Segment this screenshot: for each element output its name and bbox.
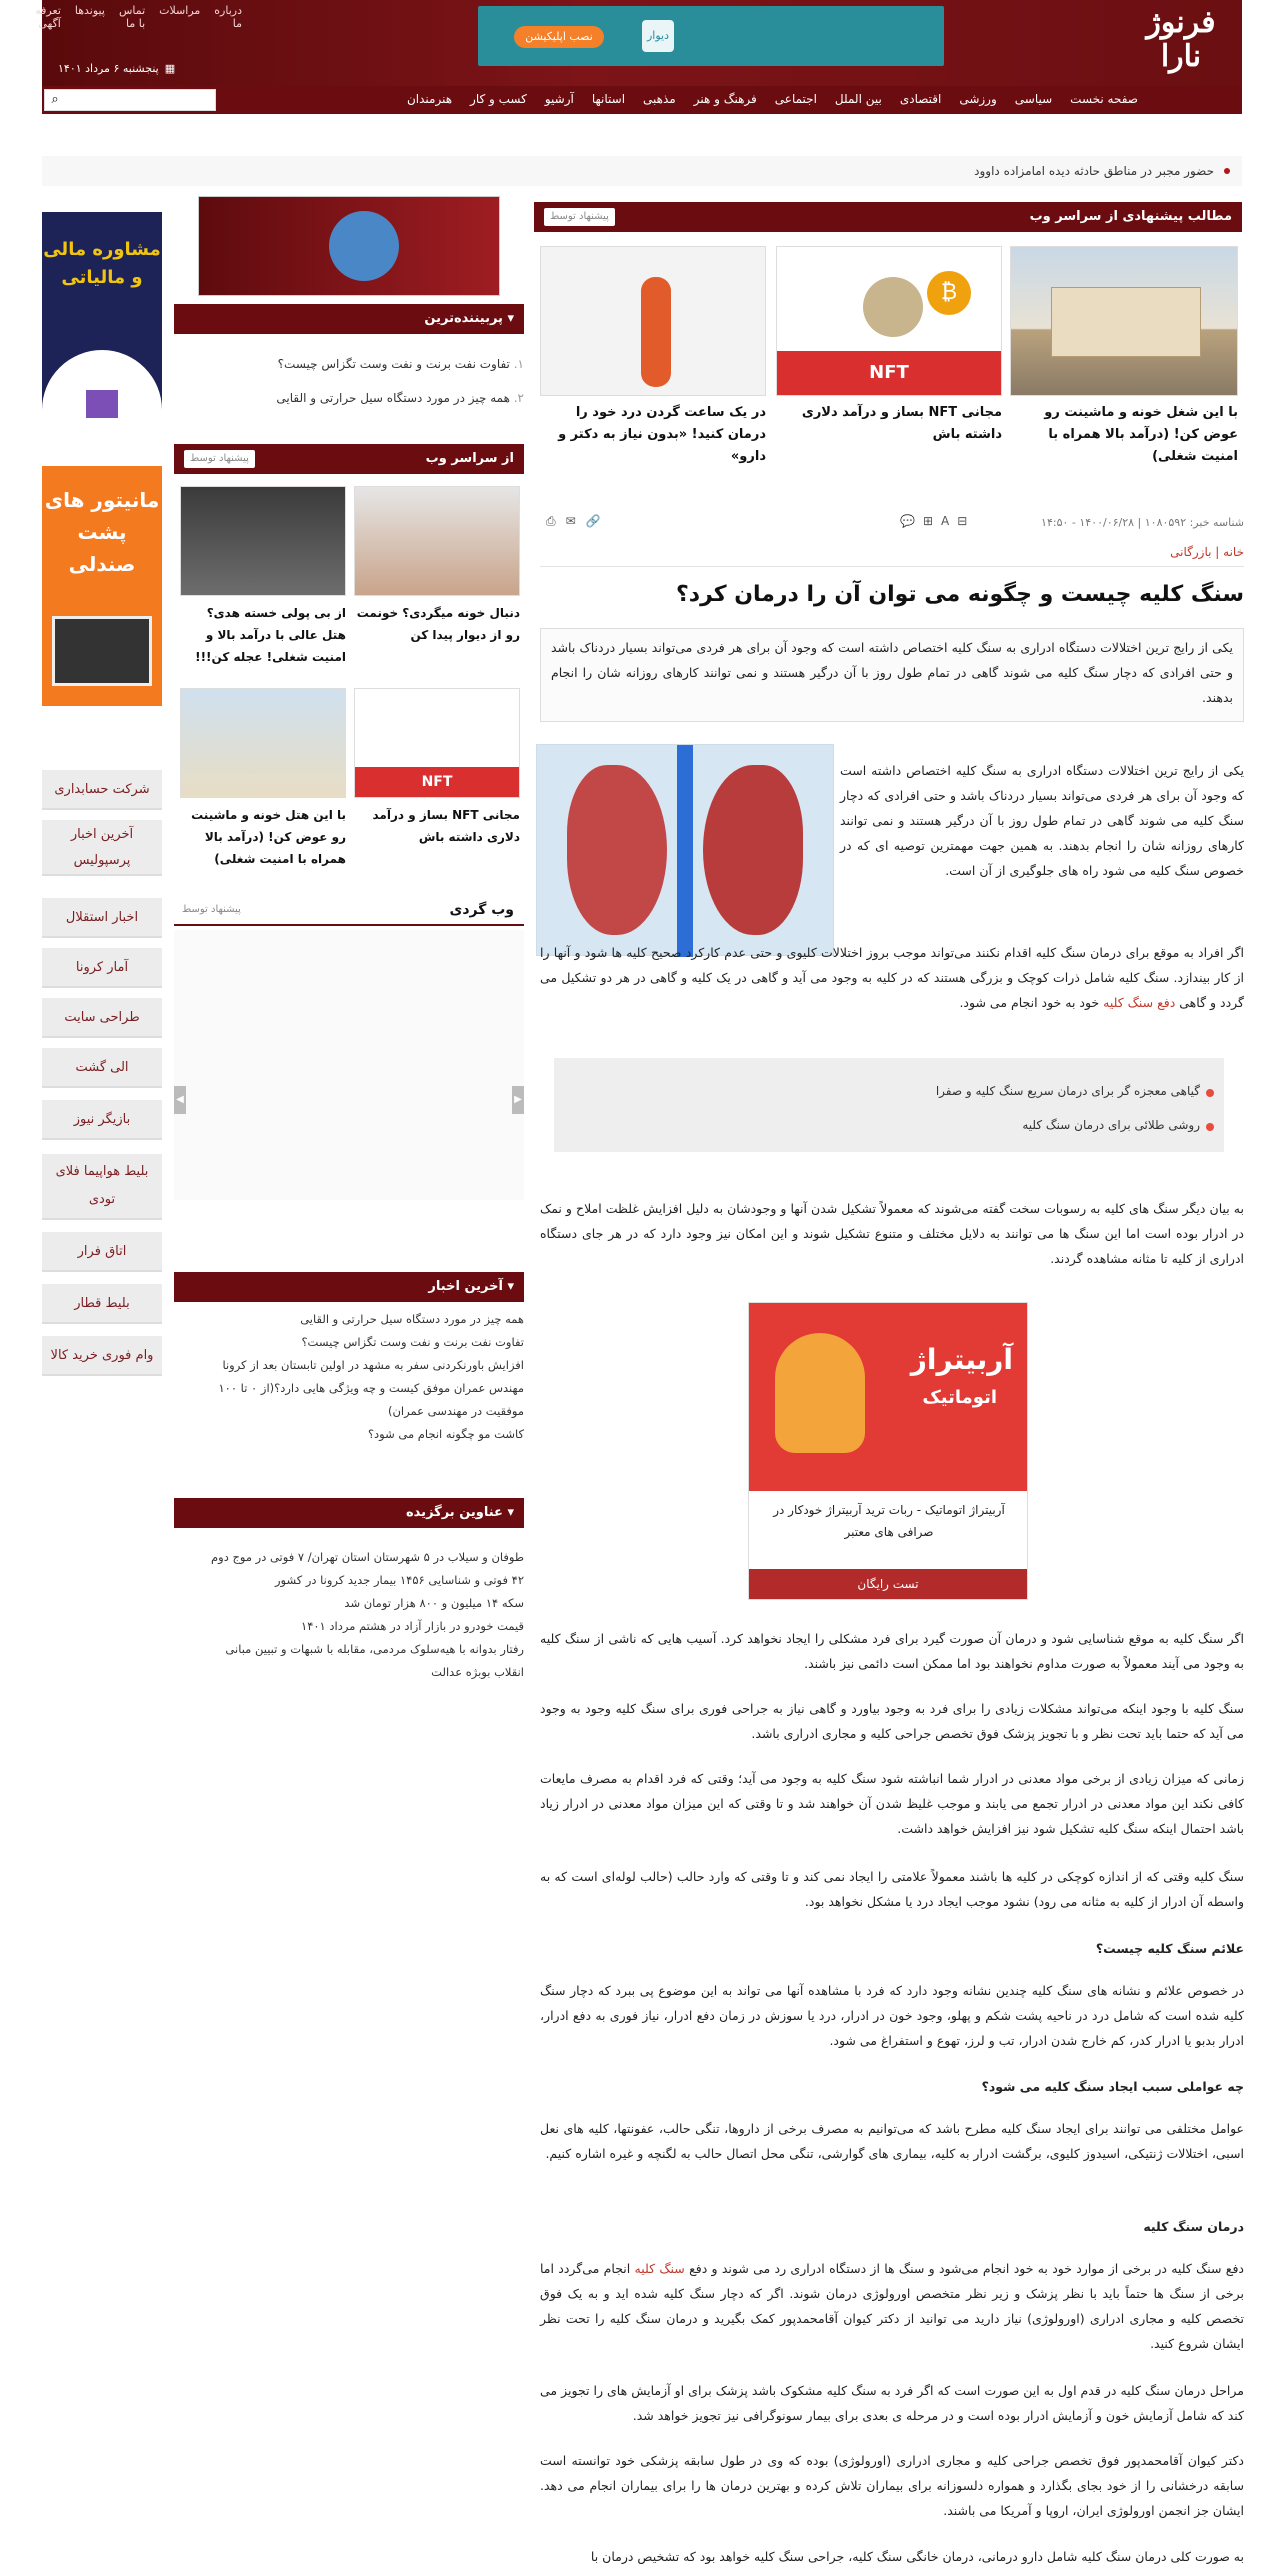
link-icon[interactable]: 🔗 — [585, 514, 601, 528]
divider — [540, 566, 1244, 567]
nav-home[interactable]: صفحه نخست — [1070, 92, 1138, 106]
suggested-card-text-1[interactable]: با این شغل خونه و ماشینت رو عوض کن! (درآمد بالا همراه با امنیت شغلی) — [1044, 405, 1238, 464]
arbitrage-ad-image — [749, 1303, 1027, 1491]
latest-news-item[interactable]: تفاوت نفت برنت و نفت وست تگزاس چیست؟ — [301, 1335, 524, 1349]
article-heading-symptoms: علائم سنگ کلیه چیست؟ — [1095, 1941, 1244, 1956]
top-headline-item[interactable]: سکه ۱۴ میلیون و ۸۰۰ هزار تومان شد — [344, 1596, 524, 1610]
web-title: از سراسر وب — [425, 451, 514, 466]
top-headline-item[interactable]: رفتار بدوانه با هیه‌سلوک مردمی، مقابله با شبهات و تبیین مبانی انقلاب بوبژه عدالت — [225, 1642, 524, 1679]
kidney-stone-link-2[interactable]: سنگ کلیه — [634, 2261, 685, 2276]
article-paragraph-13: به صورت کلی درمان سنگ کلیه شامل دارو درمانی، درمان خانگی سنگ کلیه، جراحی سنگ کلیه خواهد بود که تشخیص درمان با — [590, 2549, 1244, 2564]
webgardi-title: وب گردی — [449, 902, 514, 918]
left-link-persepolis[interactable]: آخرین اخبار پرسپولیس — [42, 820, 162, 876]
ticker-text[interactable]: حضور مجبر در مناطق حادثه دیده امامزاده داوود — [974, 164, 1214, 178]
vein-shape — [677, 745, 693, 957]
nav-culture[interactable]: فرهنگ و هنر — [693, 92, 757, 106]
article-heading-causes: چه عواملی سبب ایجاد سنگ کلیه می شود؟ — [981, 2079, 1244, 2094]
left-link-web-design[interactable]: طراحی سایت — [42, 998, 162, 1038]
arbitrage-ad[interactable] — [748, 1302, 1028, 1600]
web-header — [174, 444, 524, 474]
dropdown-icon: ▾ — [502, 311, 514, 326]
related-links — [554, 1058, 1224, 1152]
latest-news-list — [194, 1308, 524, 1446]
main-nav — [42, 86, 1242, 114]
web-card-image-1[interactable] — [354, 486, 520, 596]
top-link-letters[interactable]: مراسلات — [159, 4, 201, 17]
nft-banner-shape: NFT — [777, 351, 1001, 395]
kidney-shape — [703, 765, 803, 935]
nav-economy[interactable]: اقتصادی — [899, 92, 942, 106]
article-paragraph-4: اگر سنگ کلیه به موقع شناسایی شود و درمان آن صورت گیرد برای فرد مشکلی را ایجاد نخواهد کرد. آسیب هایی که ناشی از سنگ کلیه به وجود می آیند معمولاً به صورت مداوم نخواهند بود اما ممکن است دائمی نیز باشند. — [540, 1631, 1244, 1671]
article-paragraph-1: یکی از رایج ترین اختلالات دستگاه ادراری به سنگ کلیه اختصاص داشته است که وجود آن برای هر فردی می‌تواند بسیار دردناک باشد و حتی افرادی که دچار سنگ کلیه می شوند گاهی در تمام طول روز با آن درگیر هستند و نمی توانند کارهای روزانه شان را انجام بدهند. به همین جهت مهمترین توصیه ای که در خصوص سنگ کلیه می شود راه های جلوگیری از آن است. — [840, 763, 1244, 878]
slider-right-arrow-icon[interactable]: ▶ — [512, 1086, 524, 1114]
font-normal-icon[interactable]: A — [941, 514, 950, 528]
top-headlines-header — [174, 1498, 524, 1528]
web-card-text-4[interactable]: با این هتل خونه و ماشینت رو عوض کن! (درآمد بالا همراه با امنیت شغلی) — [191, 808, 346, 866]
latest-news-title: آخرین اخبار — [428, 1279, 503, 1294]
site-header — [35, 0, 1242, 86]
article-title: سنگ کلیه چیست و چگونه می توان آن را درمان کرد؟ — [676, 582, 1244, 607]
most-viewed-title: پربیننده‌ترین — [424, 311, 503, 326]
article-heading-treatment: درمان سنگ کلیه — [1143, 2219, 1244, 2234]
article-meta: شناسه خبر: ۱۰۸۰۵۹۲ | ۱۴۰۰/۰۶/۲۸ - ۱۴:۵۰ — [1041, 516, 1244, 529]
suggested-header — [534, 202, 1242, 232]
ad-caption[interactable]: آربیتراژ اتوماتیک - ربات ترید آربیتراژ خودکار در صرافی های معتبر — [773, 1503, 1005, 1539]
left-link-loan[interactable]: وام فوری خرید کالا — [42, 1336, 162, 1376]
top-link-contact[interactable]: تماس با ما — [118, 4, 146, 30]
dropdown-icon: ▾ — [502, 1505, 514, 1520]
suggested-card-text-2[interactable]: مجانی NFT بساز و درآمد دلاری داشته باش — [801, 405, 1002, 442]
latest-news-item[interactable]: همه چیز در مورد دستگاه سیل حرارتی و القایی — [300, 1312, 524, 1326]
ticker-bullet-icon — [1224, 168, 1230, 174]
comments-icon[interactable]: 💬 — [900, 514, 915, 528]
latest-news-item[interactable]: کاشت مو چگونه انجام می شود؟ — [367, 1427, 524, 1441]
suggested-card-image-3[interactable] — [540, 246, 766, 396]
web-by: پیشنهاد توسط — [184, 450, 255, 468]
article-paragraph-8: در خصوص علائم و نشانه های سنگ کلیه چندین نشانه وجود دارد که فرد با مشاهده آنها می تواند به این موضوع پی ببرد که دچار سنگ کلیه شده است که شامل درد در ناحیه پشت شکم و پهلو، وجود خون در ادرار، درد یا سوزش در زمان دفع ادرار، نیاز فوری به دفع ادرار، ادرار بدبو یا ادرار کدر، کم خارج شدن ادرار، تب و لرز، تهوع و استفراغ می شود. — [540, 1983, 1244, 2048]
date-text: پنجشنبه ۶ مرداد ۱۴۰۱ — [58, 62, 159, 75]
most-viewed-item-2[interactable]: ۲. همه چیز در مورد دستگاه سیل حرارتی و القایی — [276, 391, 524, 405]
webgardi-header — [174, 898, 524, 926]
article-paragraph-9: عوامل مختلفی می توانند برای ایجاد سنگ کلیه مطرح باشد که می‌توانیم به مصرف برخی از داروها، تنگی حالب، عفونتها، کلیه های نعل اسبی، اختلالات ژنتیکی، اسیدوز کلیوی، برگشت ادرار به کلیه، بیماری های گوارشی، تنگی محل اتصال حالب به لگنچه و غیره اشاره کنیم. — [540, 2121, 1244, 2161]
webgardi-by: پیشنهاد توسط — [182, 904, 241, 915]
top-banner-ad[interactable] — [478, 6, 944, 66]
left-link-train-ticket[interactable]: بلیط قطار — [42, 1284, 162, 1324]
seat-monitor-ad[interactable] — [42, 466, 162, 706]
spine-shape — [641, 277, 671, 387]
seat-monitor-ad-title: مانیتور های پشت صندلی — [44, 488, 160, 576]
top-headline-item[interactable]: طوفان و سیلاب در ۵ شهرستان استان تهران/ ۷ فوتی در موج دوم — [211, 1550, 524, 1564]
mansion-shape — [1051, 287, 1201, 357]
article-paragraph-3: به بیان دیگر سنگ های کلیه به رسوبات سخت گفته می‌شوند که معمولاً تشکیل شدن آنها و وجودشان به دلیل افزایش غلظت املاح و نمک در ادرار بوده است اما این سنگ ها می توانند به دلایل مختلف و متنوع تشکیل شوند و این امکان نیز وجود دارد که در هر جای دستگاه ادراری از کلیه تا مثانه مشاهده گردند. — [540, 1201, 1244, 1266]
monitor-shape — [52, 616, 152, 686]
left-link-esteghlal[interactable]: اخبار استقلال — [42, 898, 162, 938]
nav-archive[interactable]: آرشیو — [544, 92, 574, 106]
date-display — [58, 62, 175, 75]
site-logo[interactable]: فرنوژ نارا — [1146, 5, 1216, 74]
left-link-eligasht[interactable]: الی گشت — [42, 1048, 162, 1088]
kidney-section-shape — [567, 765, 667, 935]
left-link-actor-news[interactable]: بازیگر نیوز — [42, 1100, 162, 1140]
search-icon[interactable]: ⌕ — [51, 92, 59, 107]
web-card-image-3[interactable] — [354, 688, 520, 798]
install-app-button[interactable]: نصب اپلیکیشن — [514, 26, 604, 48]
shiba-mascot-shape — [775, 1333, 865, 1453]
top-headline-item[interactable]: ۴۲ فوتی و شناسایی ۱۴۵۶ بیمار جدید کرونا در کشور — [274, 1573, 524, 1587]
font-increase-icon[interactable]: ⊞ — [922, 514, 934, 528]
latest-news-header — [174, 1272, 524, 1302]
suggested-by: پیشنهاد توسط — [544, 208, 615, 226]
left-link-escape-room[interactable]: اتاق فرار — [42, 1232, 162, 1272]
webgardi-slider[interactable] — [174, 930, 524, 1200]
suggested-title: مطالب پیشنهادی از سراسر وب — [1029, 209, 1232, 224]
suggested-card-image-1[interactable] — [1010, 246, 1238, 396]
article-paragraph-10: دفع سنگ کلیه در برخی از موارد خود به خود انجام می‌شود و سنگ ها از دستگاه ادراری رد می شوند و دفع سنگ کلیه انجام می‌گردد اما برخی از سنگ ها حتماً باید با نظر پزشک و زیر نظر متخصص اورولوژی درمان شوند. اگر که دچار سنگ کلیه شده اید و به یک فوق تخصص کلیه و مجاری ادراری (اورولوژی) نیاز دارید می توانید از دکتر کیوان آقامحمدپور کمک بگیرید و درمان سنگ کلیه را تحت نظر ایشان شروع کنید. — [540, 2261, 1244, 2351]
left-link-corona[interactable]: آمار کرونا — [42, 948, 162, 988]
dropdown-icon: ▾ — [502, 1279, 514, 1294]
laptop-shape — [86, 390, 118, 418]
left-link-flight-ticket[interactable]: بلیط هواپیما فلای تودی — [42, 1154, 162, 1220]
calendar-icon: ▦ — [164, 62, 176, 75]
nav-artists[interactable]: هنرمندان — [406, 92, 453, 106]
web-card-text-3[interactable]: مجانی NFT بساز و درآمد دلاری داشته باش — [372, 808, 520, 844]
print-icon[interactable]: ⎙ — [546, 514, 556, 528]
finance-ad-illustration — [42, 350, 162, 446]
top-link-links[interactable]: پیوندها — [74, 4, 105, 17]
news-ticker — [42, 156, 1242, 186]
nav-international[interactable]: بین الملل — [834, 92, 882, 106]
suggested-card-text-3[interactable]: در یک ساعت گردن درد خود را درمان کنید! «بدون نیاز به دکتر و دارو» — [558, 405, 766, 464]
globe-mask-shape — [329, 211, 399, 281]
finance-ad-title: مشاوره مالی و مالیاتی — [43, 239, 161, 288]
article-paragraph-6: زمانی که میزان زیادی از برخی مواد معدنی در ادرار شما انباشته شود سنگ کلیه به وجود می آید؛ وقتی که فرد اقدام به مصرف مایعات کافی نکند این مواد معدنی در ادرار تجمع می یابند و موجب غلیظ شدن آن خواهند شد و تا وقتی که این میزان مواد معدنی در ادرار زیاد باشد احتمال اینکه سنگ کلیه تشکیل شود نیز افزایش خواهد داشت. — [540, 1771, 1244, 1836]
breadcrumb[interactable]: خانه | بازرگانی — [1170, 545, 1244, 559]
font-size-tools — [900, 514, 967, 528]
slider-left-arrow-icon[interactable]: ◀ — [174, 1086, 186, 1114]
most-viewed-header — [174, 304, 524, 334]
search-input[interactable] — [44, 89, 216, 111]
latest-news-item[interactable]: افزایش باورنکردنی سفر به مشهد در اولین تابستان بعد از کرونا — [222, 1358, 524, 1372]
bitcoin-icon: ₿ — [927, 271, 971, 315]
web-card-image-2[interactable] — [180, 486, 346, 596]
article-paragraph-7: سنگ کلیه وقتی که از اندازه کوچکی در کلیه ها باشند معمولاً علامتی را ایجاد نمی کند و تا وقتی که وارد حالب (حالب لوله‌ای است که به واسطه آن ادرار از کلیه به مثانه می رود) نشود موجب ایجاد درد یا مشکل نخواهد بود. — [540, 1869, 1244, 1909]
ape-avatar-shape — [863, 277, 923, 337]
top-link-ads[interactable]: تعرفه آگهی — [35, 4, 61, 30]
nav-social[interactable]: اجتماعی — [774, 92, 817, 106]
kidney-image — [536, 744, 834, 956]
article-paragraph-5: سنگ کلیه با وجود اینکه می‌تواند مشکلات زیادی را برای فرد به وجود بیاورد و گاهی نیاز به جراحی فوری برای سنگ کلیه وجود به وجود می آید که حتما باید تحت نظر و با تجویز پزشک فوق تخصص جراحی کلیه و مجاری ادراری باشد. — [540, 1701, 1244, 1741]
article-paragraph-11: مراحل درمان سنگ کلیه در قدم اول به این صورت است که اگر فرد به سنگ کلیه مشکوک باشد پزشک برای او آزمایش های را تجویز می کند که شامل آزمایش خون و آزمایش ادرار بوده است و در مرحله ی بعدی برای بیمار سونوگرافی نیز تجویز خواهد شد. — [540, 2383, 1244, 2423]
nft-banner-shape-2: NFT — [355, 767, 519, 797]
top-headline-item[interactable]: قیمت خودرو در بازار آزاد در هشتم مرداد ۱۴۰۱ — [301, 1619, 524, 1633]
font-decrease-icon[interactable]: ⊟ — [957, 514, 968, 528]
related-link-1[interactable]: گیاهی معجزه گر برای درمان سریع سنگ کلیه و صفرا — [935, 1084, 1200, 1098]
related-link-2[interactable]: روشی طلائی برای درمان سنگ کلیه — [1022, 1118, 1200, 1132]
top-headlines-title: عناوین برگزیده — [406, 1505, 503, 1520]
finance-advice-ad[interactable] — [42, 212, 162, 446]
nav-religion[interactable]: مذهبی — [643, 92, 676, 106]
web-card-image-4[interactable] — [180, 688, 346, 798]
nav-provinces[interactable]: استانها — [591, 92, 626, 106]
article-paragraph-12: دکتر کیوان آقامحمدپور فوق تخصص جراحی کلیه و مجاری ادراری (اورولوژی) بوده که وی در طول سابقه پزشکی خود توانسته است سابقه درخشانی را از خود بجای بگذارد و همواره دلسوزانه برای بیماران تلاش کرده و بهترین درمان ها را برای بیماران انجام می دهد. ایشان جز انجمن اورولوژی ایران، اروپا و آمریکا می باشند. — [540, 2453, 1244, 2518]
suggested-card-image-2[interactable] — [776, 246, 1002, 396]
web-card-text-2[interactable]: از بی پولی خسته هدی؟ هتل عالی با درآمد بالا و امنیت شغلی! عجله کن!!! — [195, 606, 346, 664]
ad-image-title: آربیتراژ — [910, 1343, 1013, 1376]
nav-politics[interactable]: سیاسی — [1014, 92, 1053, 106]
banner-logo: دیوار — [642, 20, 674, 52]
kidney-stone-link[interactable]: دفع سنگ کلیه — [1103, 995, 1176, 1010]
top-headlines-list — [194, 1546, 524, 1684]
email-icon[interactable]: ✉ — [565, 514, 576, 528]
latest-news-item[interactable]: مهندس عمران موفق کیست و چه ویژگی هایی دارد؟(از ۰ تا ۱۰۰ موفقیت در مهندسی عمران) — [218, 1381, 524, 1418]
web-card-text-1[interactable]: دنبال خونه میگردی؟ خونمت رو از دیوار پیدا کن — [356, 606, 520, 642]
article-lead: یکی از رایج ترین اختلالات دستگاه ادراری به سنگ کلیه اختصاص داشته است که وجود آن برای هر فردی می‌تواند بسیار دردناک باشد و حتی افرادی که دچار سنگ کلیه می شوند گاهی در تمام طول روز با آن درگیر هستند و نمی توانند کارهای روزانه شان را انجام بدهند. — [540, 628, 1244, 722]
mask-banner-ad[interactable] — [198, 196, 500, 296]
nav-business[interactable]: کسب و کار — [470, 92, 527, 106]
article-paragraph-2: اگر افراد به موقع برای درمان سنگ کلیه اقدام نکنند می‌تواند موجب بروز اختلالات کلیوی و حتی عدم کارکرد صحیح کلیه ها شود و آنها را از کار بیندازد. سنگ کلیه شامل ذرات کوچک و بزرگی هستند که در کلیه به وجود می آید و گاهی در یک کلیه و گاهی در هر دو تشکیل می گردد و گاهی دفع سنگ کلیه خود به خود انجام می شود. — [540, 945, 1244, 1010]
top-links — [35, 4, 242, 30]
left-link-accounting[interactable]: شرکت حسابداری — [42, 770, 162, 810]
nav-sports[interactable]: ورزشی — [959, 92, 997, 106]
most-viewed-item-1[interactable]: ۱. تفاوت نفت برنت و نفت وست تگزاس چیست؟ — [277, 357, 524, 371]
free-test-button[interactable]: تست رایگان — [749, 1569, 1027, 1599]
ad-image-subtitle: اتوماتیک — [922, 1387, 997, 1408]
article-tools — [546, 514, 601, 529]
top-link-about[interactable]: درباره ما — [214, 4, 242, 30]
